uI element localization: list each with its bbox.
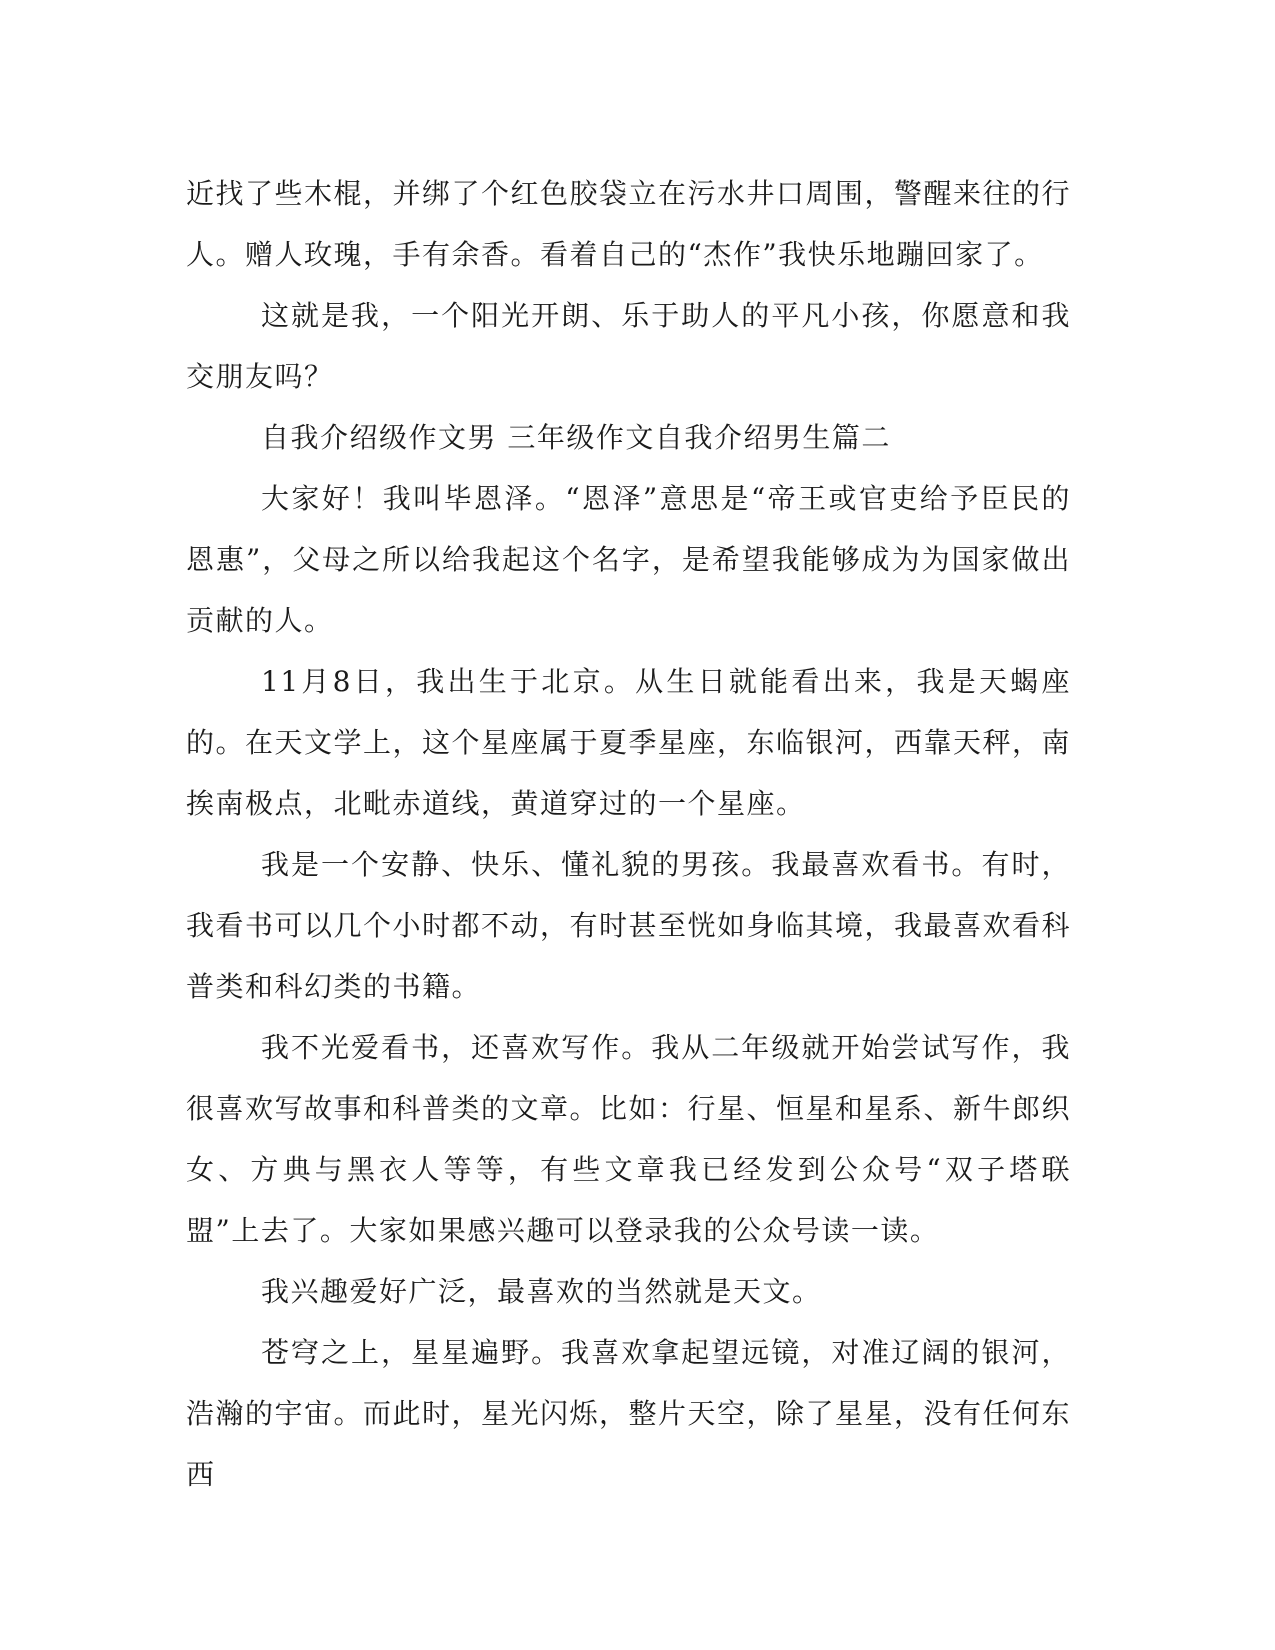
section-heading: 自我介绍级作文男 三年级作文自我介绍男生篇二 — [261, 421, 891, 454]
paragraph-continued-story: 近找了些木棍，并绑了个红色胶袋立在污水井口周围，警醒来往的行人。赠人玫瑰，手有余香。看着自己的“杰作”我快乐地蹦回家了。 — [186, 177, 1072, 271]
paragraph-stars: 苍穹之上，星星遍野。我喜欢拿起望远镜，对准辽阔的银河，浩瀚的宇宙。而此时，星光闪烁，整片天空，除了星星，没有任何东西 — [186, 1336, 1072, 1491]
paragraph-name-intro: 大家好！我叫毕恩泽。“恩泽”意思是“帝王或官吏给予臣民的恩惠”，父母之所以给我起这个名字，是希望我能够成为为国家做出贡献的人。 — [186, 482, 1071, 637]
paragraph-personality: 我是一个安静、快乐、懂礼貌的男孩。我最喜欢看书。有时，我看书可以几个小时都不动，有时甚至恍如身临其境，我最喜欢看科普类和科幻类的书籍。 — [186, 848, 1072, 1003]
paragraph-birthday: 11月8日，我出生于北京。从生日就能看出来，我是天蝎座的。在天文学上，这个星座属于夏季星座，东临银河，西靠天秤，南挨南极点，北毗赤道线，黄道穿过的一个星座。 — [186, 665, 1072, 820]
paragraph-hobbies: 我兴趣爱好广泛，最喜欢的当然就是天文。 — [261, 1275, 822, 1308]
body-text — [186, 163, 1071, 1505]
paragraph-closing-question: 这就是我，一个阳光开朗、乐于助人的平凡小孩，你愿意和我交朋友吗？ — [186, 299, 1071, 393]
paragraph-writing: 我不光爱看书，还喜欢写作。我从二年级就开始尝试写作，我很喜欢写故事和科普类的文章。比如：行星、恒星和星系、新牛郎织女、方典与黑衣人等等，有些文章我已经发到公众号“双子塔联盟”上去了。大家如果感兴趣可以登录我的公众号读一读。 — [186, 1031, 1072, 1247]
